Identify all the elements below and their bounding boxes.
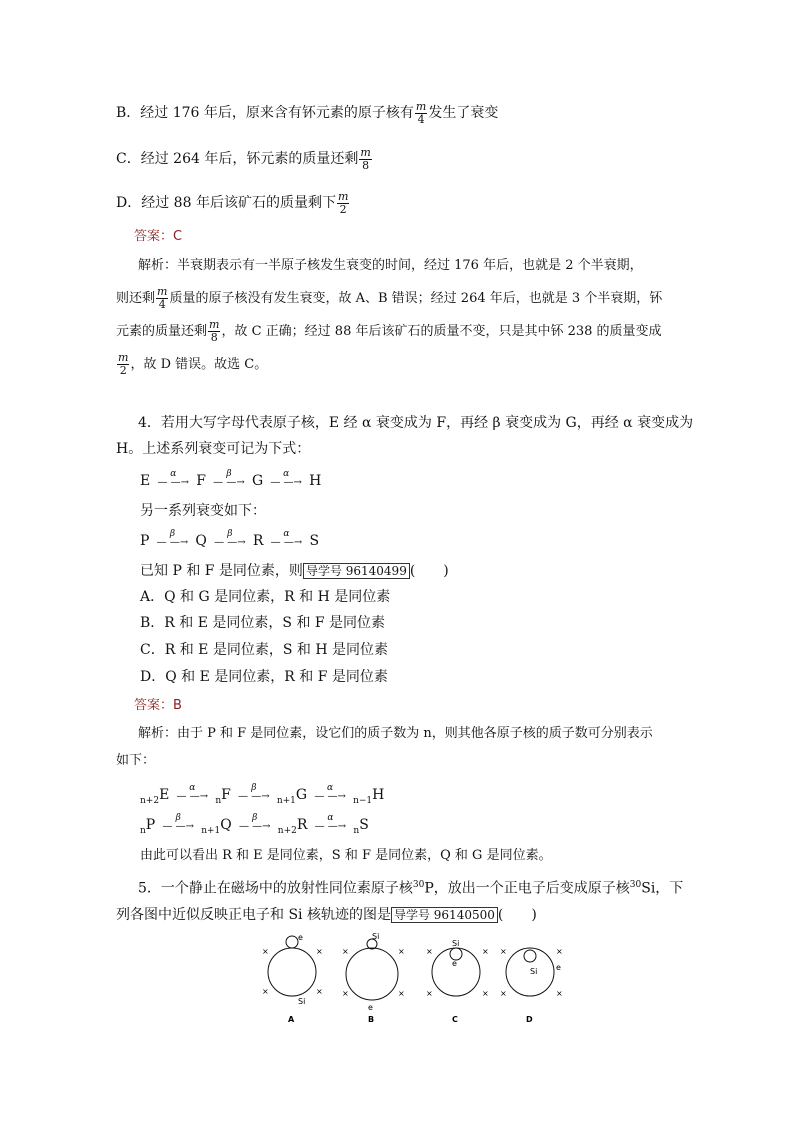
fraction-m-4: $\frac{m}{4}$ — [415, 99, 427, 126]
svg-text:×: × — [342, 989, 349, 998]
q4-stem: 4．若用大写字母代表原子核，E 经 α 衰变成为 F，再经 β 衰变成为 G，再经 α 衰变成为 H。上述系列衰变可记为下式： — [116, 415, 694, 457]
svg-text:B: B — [368, 1015, 375, 1024]
svg-text:Si: Si — [530, 967, 538, 976]
q3-option-b: B．经过 176 年后，原来含有钚元素的原子核有 $\frac{m}{4}$ 发生了衰变 — [116, 99, 499, 126]
svg-text:Si: Si — [298, 997, 306, 1006]
svg-text:A: A — [288, 1015, 295, 1024]
svg-text:Si: Si — [452, 939, 460, 948]
q4-chain-1: E α — —→ F β — —→ G α — —→ H — [140, 469, 322, 489]
q3-explanation: 解析：半衰期表示有一半原子核发生衰变的时间，经过 176 年后，也就是 2 个半衰期， 则还剩 $\frac{m}{4}$ 质量的原子核没有发生衰变，故 A、B 错误；经过 264 年后，也就是 3 个半衰期，钚 元素的质量还剩 $\frac{m}{8}$ ，故 C 正确；经过 88 年后该矿石的质量不变，只是其中钚 238 的质量变成 $\frac{m}{2}$ ，故 D 错误。故选 C。 — [116, 258, 663, 377]
q4-option-a: A．Q 和 G 是同位素，R 和 H 是同位素 — [140, 589, 391, 605]
q4-chain-2: P β — —→ Q β — —→ R α — —→ S — [140, 529, 320, 549]
guide-number-link-5[interactable]: 导学号 96140500 — [391, 907, 498, 923]
q3-option-d: D．经过 88 年后该矿石的质量剩下 $\frac{m}{2}$ — [116, 189, 349, 216]
svg-text:e: e — [452, 959, 457, 968]
svg-text:×: × — [482, 947, 489, 956]
q4-option-c: C．R 和 E 是同位素，S 和 H 是同位素 — [140, 642, 388, 658]
svg-text:×: × — [398, 989, 405, 998]
q4-conclusion: 由此可以看出 R 和 E 是同位素，S 和 F 是同位素，Q 和 G 是同位素。 — [140, 848, 552, 863]
q4-option-b: B．R 和 E 是同位素，S 和 F 是同位素 — [140, 615, 386, 631]
svg-text:C: C — [452, 1015, 458, 1024]
svg-text:×: × — [500, 947, 507, 956]
fraction-m-8: $\frac{m}{8}$ — [360, 145, 371, 172]
figure-b — [342, 932, 405, 1024]
svg-text:×: × — [316, 987, 323, 996]
svg-text:Si: Si — [372, 932, 380, 941]
svg-text:×: × — [262, 987, 269, 996]
figure-a — [262, 933, 323, 1024]
q3-option-c: C．经过 264 年后，钚元素的质量还剩 $\frac{m}{8}$ — [116, 145, 371, 172]
svg-text:e: e — [368, 1003, 373, 1012]
fraction-m-2: $\frac{m}{2}$ — [337, 189, 349, 216]
q4-option-d: D．Q 和 E 是同位素，R 和 F 是同位素 — [140, 669, 388, 685]
q4-other: 另一系列衰变如下： — [140, 503, 266, 519]
svg-text:e: e — [298, 933, 303, 942]
svg-text:×: × — [262, 947, 269, 956]
svg-text:×: × — [500, 989, 507, 998]
q4-explanation: 解析：由于 P 和 F 是同位素，设它们的质子数为 n，则其他各原子核的质子数可分别表示 如下： — [116, 726, 653, 768]
svg-text:×: × — [482, 989, 489, 998]
q4-known: 已知 P 和 F 是同位素，则 导学号 96140499 ( ) — [140, 563, 449, 579]
figure-d — [500, 947, 563, 1024]
q3-answer: 答案：C — [134, 229, 183, 244]
figure-c — [426, 939, 489, 1024]
trajectory-figure — [260, 930, 570, 1025]
svg-text:×: × — [398, 947, 405, 956]
svg-text:×: × — [342, 947, 349, 956]
svg-text:×: × — [316, 947, 323, 956]
svg-text:e: e — [556, 963, 561, 972]
guide-number-link[interactable]: 导学号 96140499 — [303, 563, 410, 579]
q4-answer: 答案：B — [134, 698, 182, 713]
q4-equation-1: $_{n+2}$E α — —→ $_n$F β — —→ $_{n+1}$G α — —→ $_{n-1}$H — [140, 783, 385, 806]
svg-text:×: × — [426, 947, 433, 956]
q5-stem: 5．一个静止在磁场中的放射性同位素原子核$^{30}$P，放出一个正电子后变成原子核$^{30}$Si，下 列各图中近似反映正电子和 Si 核轨迹的图是 导学号 96140500 ( ) — [116, 880, 684, 923]
svg-text:×: × — [556, 989, 563, 998]
svg-text:D: D — [526, 1015, 533, 1024]
q4-equation-2: $_n$P β — —→ $_{n+1}$Q β — —→ $_{n+2}$R α — —→ $_n$S — [140, 813, 369, 836]
svg-text:×: × — [556, 947, 563, 956]
svg-text:×: × — [426, 989, 433, 998]
